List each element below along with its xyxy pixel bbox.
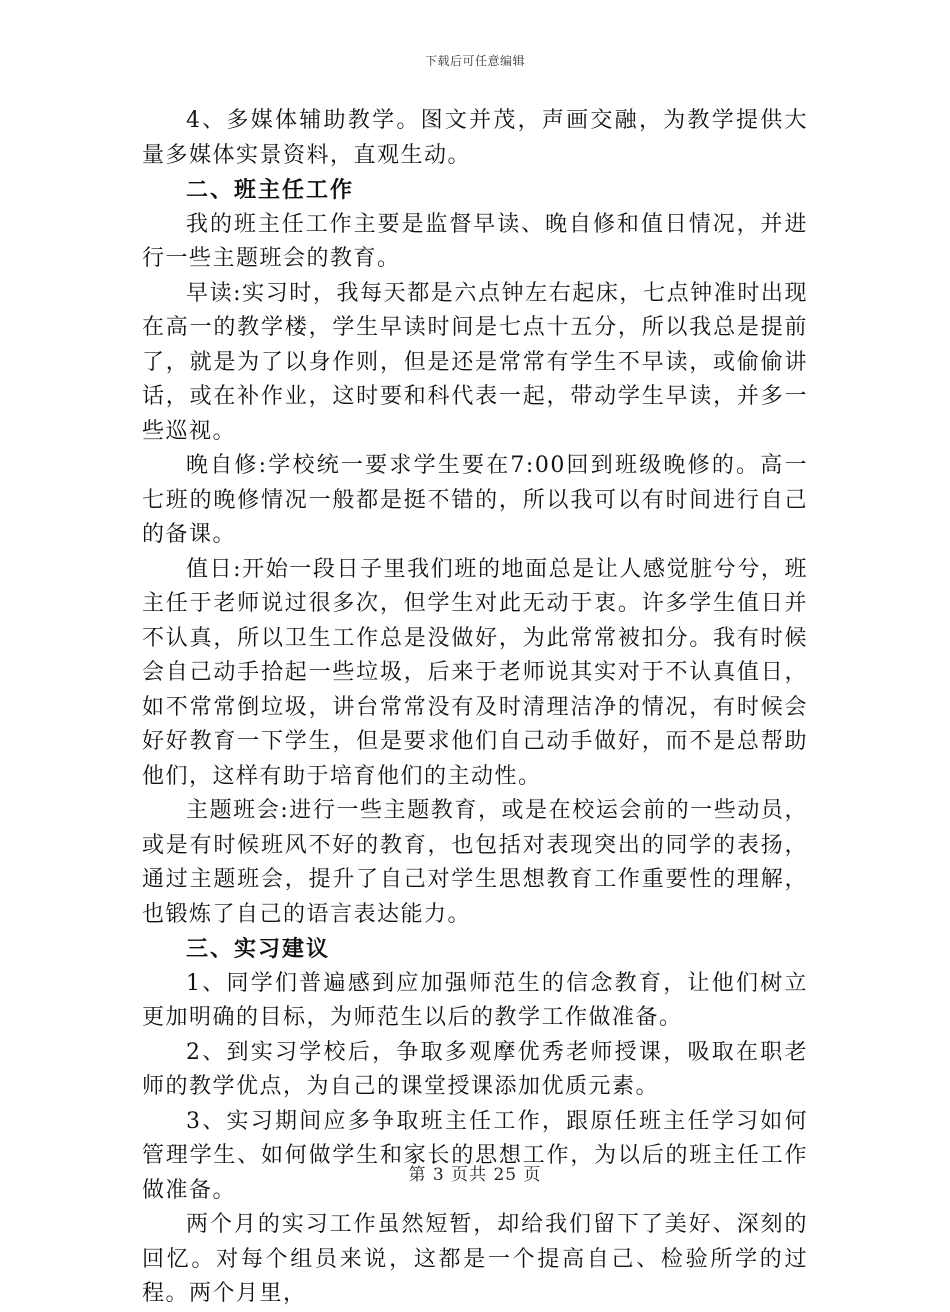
paragraph-class-meeting: 主题班会:进行一些主题教育，或是在校运会前的一些动员，或是有时候班风不好的教育，也包括对表现突出的同学的表扬，通过主题班会，提升了自己对学生思想教育工作重要性的理解，也锻炼了自己的语言表达能力。 <box>142 798 808 927</box>
paragraph-head-teacher-intro: 我的班主任工作主要是监督早读、晚自修和值日情况，并进行一些主题班会的教育。 <box>142 211 808 271</box>
paragraph-multimedia: 4、多媒体辅助教学。图文并茂，声画交融，为教学提供大量多媒体实景资料，直观生动。 <box>142 108 808 168</box>
paragraph-duty: 值日:开始一段日子里我们班的地面总是让人感觉脏兮兮，班主任于老师说过很多次，但学生对此无动于衷。许多学生值日并不认真，所以卫生工作总是没做好，为此常常被扣分。我有时候会自己动手拾起一些垃圾，后来于老师说其实对于不认真值日，如不常常倒垃圾，讲台常常没有及时清理洁净的情况，有时候会好好教育一下学生，但是要求他们自己动手做好，而不是总帮助他们，这样有助于培育他们的主动性。 <box>142 556 808 789</box>
paragraph-morning-reading: 早读:实习时，我每天都是六点钟左右起床，七点钟准时出现在高一的教学楼，学生早读时间是七点十五分，所以我总是提前了，就是为了以身作则，但是还是常常有学生不早读，或偷偷讲话，或在补作业，这时要和科代表一起，带动学生早读，并多一些巡视。 <box>142 280 808 444</box>
section-heading-suggestions: 三、实习建议 <box>186 936 331 962</box>
paragraph-summary: 两个月的实习工作虽然短暂，却给我们留下了美好、深刻的回忆。对每个组员来说，这都是一个提高自己、检验所学的过程。两个月里， <box>142 1212 808 1306</box>
document-body <box>142 104 808 1312</box>
paragraph-suggestion-3: 3、实习期间应多争取班主任工作，跟原任班主任学习如何管理学生、如何做学生和家长的思想工作，为以后的班主任工作做准备。 <box>142 1108 808 1203</box>
section-heading-head-teacher: 二、班主任工作 <box>186 177 355 203</box>
paragraph-suggestion-2: 2、到实习学校后，争取多观摩优秀老师授课，吸取在职老师的教学优点，为自己的课堂授课添加优质元素。 <box>142 1039 808 1099</box>
paragraph-suggestion-1: 1、同学们普遍感到应加强师范生的信念教育，让他们树立更加明确的目标，为师范生以后的教学工作做准备。 <box>142 970 808 1030</box>
paragraph-evening-study: 晚自修:学校统一要求学生要在7:00回到班级晚修的。高一七班的晚修情况一般都是挺不错的，所以我可以有时间进行自己的备课。 <box>142 453 808 547</box>
page-number-footer: 第 3 页共 25 页 <box>408 1165 542 1185</box>
page-header-note: 下载后可任意编辑 <box>424 54 525 68</box>
